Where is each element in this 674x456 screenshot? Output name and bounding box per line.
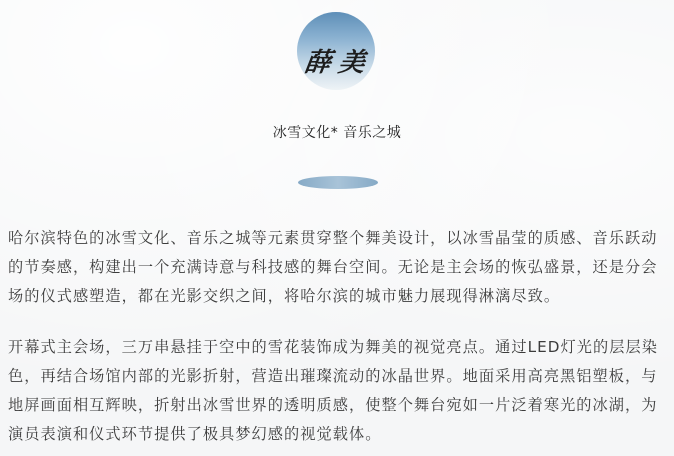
title-emblem <box>297 12 375 90</box>
emblem-calligraphy: 薛美 <box>302 47 375 78</box>
paragraph-2: 开幕式主会场，三万串悬挂于空中的雪花装饰成为舞美的视觉亮点。通过LED灯光的层层染色，再结合场馆内部的光影折射，营造出璀璨流动的冰晶世界。地面采用高亮黑铝塑板，与地屏画面相互辉映，折射出冰雪世界的透明质感，使整个舞台宛如一片泛着寒光的冰湖，为演员表演和仪式环节提供了极具梦幻感的视觉载体。 <box>8 338 658 443</box>
section-subtitle: 冰雪文化* 音乐之城 <box>272 125 402 141</box>
article-body <box>8 224 668 456</box>
paragraph-1: 哈尔滨特色的冰雪文化、音乐之城等元素贯穿整个舞美设计，以冰雪晶莹的质感、音乐跃动的节奏感，构建出一个充满诗意与科技感的舞台空间。无论是主会场的恢弘盛景，还是分会场的仪式感塑造，都在光影交织之间，将哈尔滨的城市魅力展现得淋漓尽致。 <box>8 229 658 305</box>
decorative-divider <box>298 176 378 189</box>
